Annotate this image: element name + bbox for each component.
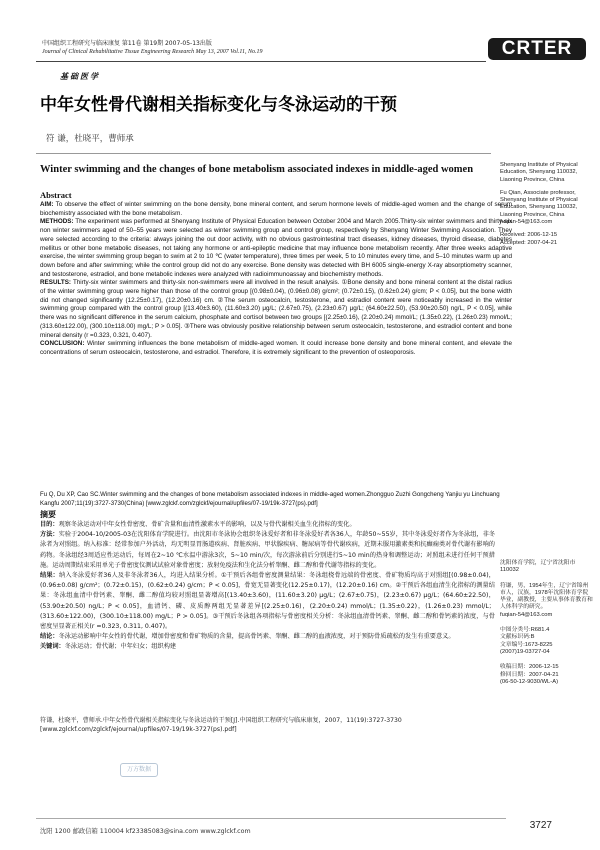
received-en: Received: 2006-12-15 [500, 232, 558, 239]
journal-header-zh: 中国组织工程研究与临床康复 第11卷 第19期 2007-05-13出版 [42, 40, 212, 47]
class-no: 中图分类号:R681.4 [500, 627, 550, 634]
abstract-results: RESULTS: Thirty-six winter swimmers and thirty-six non-swimmers were all involved in the result analysis. ①Bone density and bone mineral content at the distal radius of the winter swimming group were higher than those of the control group [(0.98±0.04), (0.96±0.08) g/cm²; (0.72±0.15), (0.62±0.24) g/cm; P < 0.05], but the bone width did not changed significantly (12.25±0.17), (12.20±0.16) cm. ②The serum osteocalcin, testosterone, and estradiol content were noticeably increased in the winter swimming group compared with the control group [(13.40±3.60), (11.60±3.20) μg/L; (2.67±0.75), (2.23±0.67) μg/L; (64.60±22.50), (53.90±20.50) ng/L, P < 0.05], while there was no significant difference in the serum calcium, phosphate and cortisol between two groups [(2.25±0.16), (2.20±0.24) mmol/L; (1.35±0.22), (1.26±0.23) mmol/L; (313.60±122.00), (300.10±118.00) mg/L; P > 0.05]. ③There was obviously positive relationship between serum osteocalcin, testosterone, and estradiol content and bone mineral density (r =0.323, 0.321, 0.407). [40, 279, 512, 339]
doc-code: 文献标识码:B [500, 634, 535, 641]
title-zh: 中年女性骨代谢相关指标变化与冬泳运动的干预 [40, 95, 397, 115]
author-bio-zh: 符谦，男，1954年生，辽宁省锦州市人，汉族，1978年沈阳体育学院毕业，副教授，主要从事体育教育和人体科学的研究。 [500, 582, 593, 611]
header-divider [36, 61, 486, 62]
title-en: Winter swimming and the changes of bone metabolism associated indexes in middle-aged women [40, 164, 474, 175]
abstract-aim: AIM: To observe the effect of winter swimming on the bone density, bone mineral content, and serum hormone levels of middle-aged women and the change of serum biochemistry associated with the bone metabolism. [40, 201, 513, 217]
abstract-methods: METHODS: The experiment was performed at Shenyang Institute of Physical Education between October 2004 and March 2005.Thirty-six winter swimmers and thirty-six non winter swimmers aged of 50–55 years were selected as winter swimming group and control group, respectively by Shenyang Winter Swimming Association. They were selected according to the criteria: always joining the out door activity, with no obvious gastrointestinal tract diseases, kidney diseases, thyroid disease, diabetes mellitus or other bone metabolic diseases, not taking any hormone or anti-epileptic medicine that may influence bone metabolism recently. After three weeks adaptive exercise, the winter swimming group began to swim at 2 to 10 ℃ (water temperature), three times per week, 5 to 10 minutes every time, and 5–10 minutes warm up and down before and after swimming; while the control group did not do any exercise. Bone density was detected with BH 6005 single-energy X-ray absorptiometry scanner, and testosterone, estradiol, and bone metabolic indexes were analyzed with radioimmunoassay and biochemistry methods. [40, 218, 512, 278]
page-number: 3727 [529, 820, 552, 831]
institute-zh: 沈阳体育学院，辽宁省沈阳市 110032 [500, 560, 576, 574]
watermark: 万方数据 [120, 763, 158, 777]
abstract-zh-conclusion: 结论：冬泳运动影响中年女性的骨代谢，增加骨密度和骨矿物质的含量，提高骨钙素、睾酮、雌二醇的血液浓度，对于预防骨质疏松的发生有重要意义。 [40, 633, 455, 641]
abstract-zh-methods: 方法：实验于2004-10/2005-03在沈阳体育学院进行。由沈阳市冬泳协会组织冬泳爱好者和非冬泳爱好者各36人，年龄50~55岁，其中冬泳爱好者作为冬泳组，非冬泳者为对照组。纳入标准：经常参加户外活动，均无明显胃肠道疾病、肾脏疾病、甲状腺疾病、糖尿病等骨代谢疾病，近期未服用激素类和抗癫痫类对骨代谢有影响的药物。冬泳组经3周适应性运动后，每周在2~10 ℃水温中游泳3次，5~10 min/次，每次游泳前后分别进行5~10 min的热身和调整运动；对照组未进行任何干预措施。运动周期结束采用单光子骨密度仪测试试验对象骨密度；放射免疫法和生化法分析睾酮、雌二醇和骨代谢等指标的变化。 [40, 531, 496, 569]
footer-divider [36, 818, 506, 819]
email-zh: fuqian-54@163.com [500, 611, 553, 618]
abstract-conclusion: CONCLUSION: Winter swimming influences the bone metabolism of middle-aged women. It could increase bone density and bone mineral content, and elevate the concentrations of serum osteocalcin, testosterone, and estradiol. Therefore, it is extremely significant to the prevention of osteoporosis. [40, 340, 512, 356]
article-no: (2007)19-03727-04 [500, 648, 550, 655]
authors-zh: 符 谦，杜晓平，曹师承 [46, 134, 134, 144]
accepted-en: Accepted: 2007-04-21 [500, 239, 558, 246]
affiliation-zh [500, 560, 594, 686]
abstract-heading: Abstract [40, 190, 72, 200]
email-en: fuqian-54@163.com [500, 219, 553, 226]
institute-en: Shenyang Institute of Physical Education, Shenyang 110032, Liaoning Province, China [500, 162, 578, 183]
issn: 文章编号:1673-8225 [500, 641, 553, 648]
revised-zh: 修回日期：2007-04-21 [500, 671, 559, 678]
footer-info: 沈阳 1200 邮政信箱 110004 kf23385083@sina.com www.zglckf.com [40, 828, 251, 835]
affiliation-en [500, 162, 594, 247]
citation-zh: 符谦，杜晓平，曹师承.中年女性骨代谢相关指标变化与冬泳运动的干预[J].中国组织工程研究与临床康复，2007，11(19):3727-3730 [www.zglckf.com/zglckf/ejournal/upfiles/07-19/19k-3727(ps).pdf] [40, 717, 402, 733]
citation-en: Fu Q, Du XP, Cao SC.Winter swimming and the changes of bone metabolism associated indexes in middle-aged women.Zhongguo Zuzhi Gongcheng Yanjiu yu Linchuang Kangfu 2007;11(19):3727-3730(China) [www.zglckf.com/zglckf/ejournal/upfiles/07-19/19k-3727(ps).pdf] [40, 491, 500, 507]
section-tag: 基础医学 [60, 72, 100, 81]
author-bio-en: Fu Qian, Associate professor, Shenyang Institute of Physical Education, Shenyang 110032, Liaoning Province, China [500, 189, 578, 218]
abstract-zh-results: 结果：纳入冬泳爱好者36人及非冬泳者36人，均进入结果分析。①干预后各组骨密度测量结果：冬泳组桡骨远端的骨密度、骨矿物质均高于对照组[(0.98±0.04)，(0.96±0.08) g/cm²；(0.72±0.15)，(0.62±0.24) g/cm；P < 0.05]，骨宽无显著变化(12.25±0.17)，(12.20±0.16) cm。②干预后各组血清生化指标的测量结果：冬泳组血清中骨钙素、睾酮、雌二醇值均较对照组显著增高[(13.40±3.60)，(11.60±3.20) μg/L；(2.67±0.75)，(2.23±0.67) μg/L；(64.60±22.50)，(53.90±20.50) ng/L；P < 0.05]，血清钙、磷、皮质醇两组无显著差异[(2.25±0.16)，(2.20±0.24) mmol/L；(1.35±0.22)，(1.26±0.23) mmol/L；(313.60±122.00)，(300.10±118.00) mg/L；P > 0.05]。③干预后冬泳组各项指标与骨密度相关分析：冬泳组血清骨钙素、睾酮、雌二醇和骨钙素的浓度，与骨密度呈显著正相关(r =0.323, 0.311, 0.407)。 [40, 572, 495, 631]
abstract-zh-keywords: 关键词：冬泳运动；骨代谢；中年妇女；组织构建 [40, 643, 177, 651]
abstract-zh [40, 509, 495, 653]
received-zh: 收稿日期：2006-12-15 [500, 664, 559, 671]
title-divider [36, 153, 491, 154]
crter-logo: CRTER [488, 38, 586, 60]
abstract-en [40, 201, 512, 358]
journal-header-en: Journal of Clinical Rehabilitative Tissue Engineering Research May 13, 2007 Vol.11, No.19 [42, 49, 263, 55]
abstract-zh-heading: 摘要 [40, 510, 56, 519]
record-no: (06-50-12-9030/WL-A) [500, 678, 558, 685]
abstract-zh-aim: 目的：观察冬泳运动对中年女性骨密度、骨矿含量和血清性激素水平的影响，以及与骨代谢相关血生化指标的变化。 [40, 521, 356, 528]
journal-header [42, 40, 262, 56]
